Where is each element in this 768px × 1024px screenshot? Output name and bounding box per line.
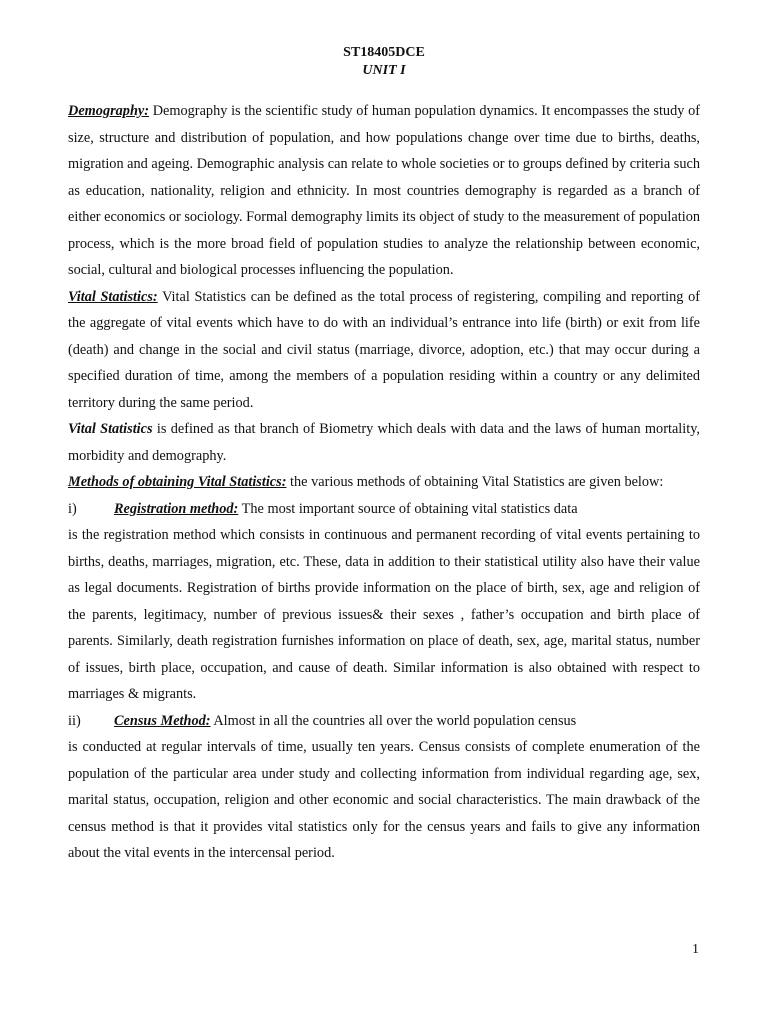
registration-heading — [114, 496, 578, 523]
vital-statistics-definition-text: is defined as that branch of Biometry which deals with data and the laws of human mortality, morbidity and demography. — [68, 421, 700, 464]
vital-statistics-definition-paragraph — [68, 416, 700, 469]
unit-title: UNIT I — [362, 63, 406, 78]
census-number: ii) — [68, 712, 81, 729]
census-term: Census Method: — [114, 712, 211, 729]
methods-text: the various methods of obtaining Vital Statistics are given below: — [286, 474, 664, 490]
vital-statistics-definition-term: Vital Statistics — [68, 421, 153, 437]
registration-number: i) — [68, 500, 77, 517]
vital-statistics-paragraph — [68, 284, 700, 417]
registration-heading-line — [68, 496, 700, 523]
vital-statistics-term: Vital Statistics: — [68, 288, 158, 305]
registration-paragraph: is the registration method which consists in continuous and permanent recording of vital events pertaining to births, deaths, marriages, migration, etc. These, data in addition to their statistical utility also have their value as legal documents. Registration of births provide information on the place of birth, sex, age and religion of the parents, legitimacy, number of previous issues& their sexes , father’s occupation and birth place of parents. Similarly, death registration furnishes information on place of death, sex, age, marital status, number of issues, birth place, occupation, and cause of death. Similar information is also obtained with respect to marriages & migrants. — [68, 527, 700, 702]
registration-term: Registration method: — [114, 500, 239, 517]
course-code: ST18405DCE — [343, 45, 425, 60]
demography-paragraph — [68, 98, 700, 284]
census-paragraph: is conducted at regular intervals of time, usually ten years. Census consists of complete enumeration of the population of the particular area under study and collecting information from individual regarding age, sex, marital status, occupation, religion and other economic and social characteristics. The main drawback of the census method is that it provides vital statistics only for the census years and fails to give any information about the vital events in the intercensal period. — [68, 739, 700, 861]
registration-lead: The most important source of obtaining vital statistics data — [238, 500, 578, 517]
document-header — [68, 44, 700, 80]
census-heading-line — [68, 708, 700, 735]
demography-text: Demography is the scientific study of human population dynamics. It encompasses the study of size, structure and distribution of population, and how populations change over time due to births, deaths, migration and ageing. Demographic analysis can relate to whole societies or to groups defined by criteria such as education, nationality, religion and ethnicity. In most countries demography is regarded as a branch of either economics or sociology. Formal demography limits its object of study to the measurement of population process, which is the more broad field of population studies to analyze the relationship between economic, social, cultural and biological processes influencing the population. — [68, 103, 700, 278]
demography-term: Demography: — [68, 103, 150, 119]
page-number: 1 — [692, 942, 699, 957]
vital-statistics-text: Vital Statistics can be defined as the total process of registering, compiling and reporting of the aggregate of vital events which have to do with an individual’s entrance into life (birth) or exit from life (death) and change in the social and civil status (marriage, divorce, adoption, etc.) that may occur during a specified duration of time, among the members of a population residing within a country or any delimited territory during the same period. — [68, 288, 700, 411]
document-page — [68, 44, 700, 867]
methods-term: Methods of obtaining Vital Statistics: — [68, 474, 287, 490]
census-heading — [114, 708, 576, 735]
census-lead: Almost in all the countries all over the world population census — [210, 712, 577, 729]
methods-paragraph — [68, 469, 700, 496]
